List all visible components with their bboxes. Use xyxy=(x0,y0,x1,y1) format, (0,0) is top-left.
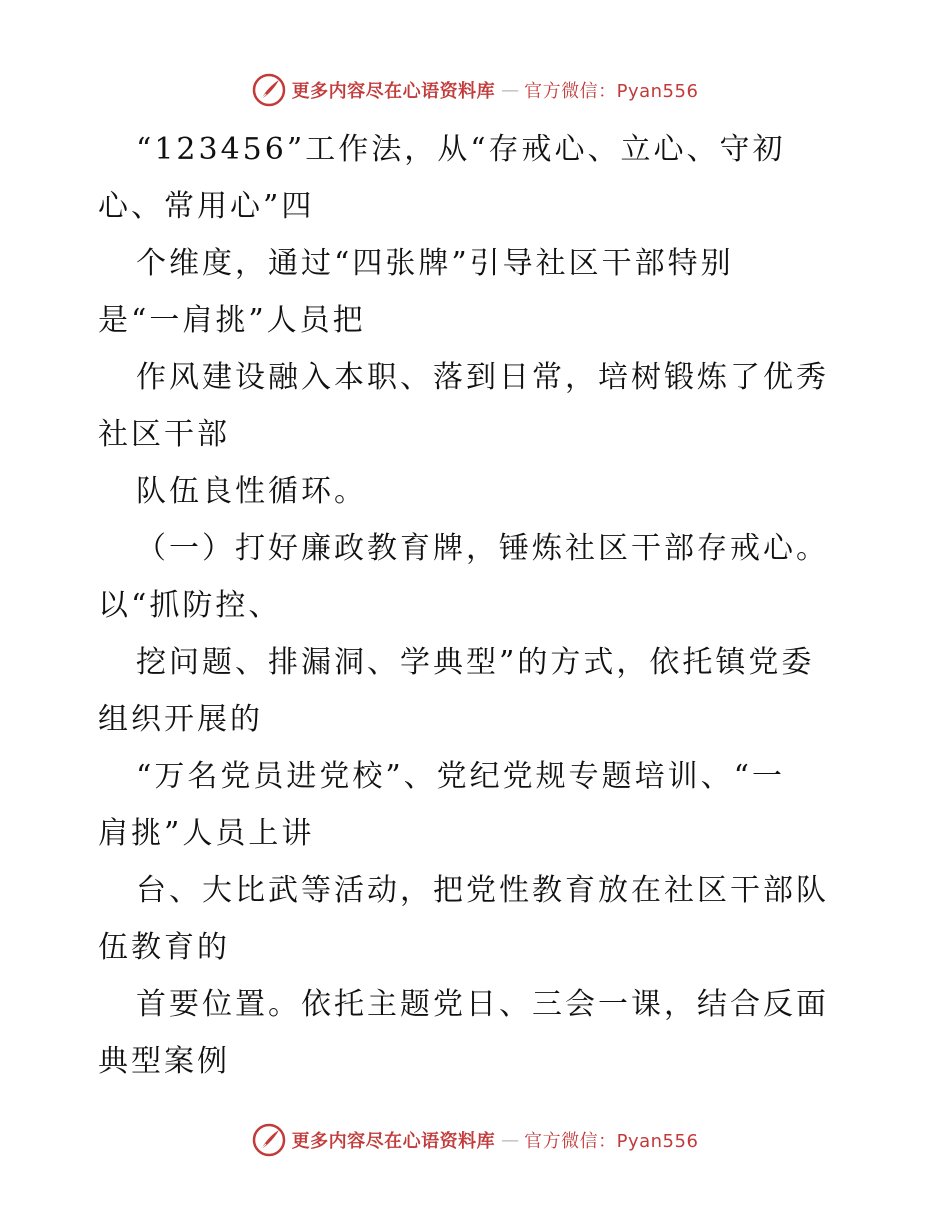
text-line: 挖问题、排漏洞、学典型”的方式，依托镇党委 xyxy=(136,645,815,680)
text-line: 肩挑”人员上讲 xyxy=(98,816,315,851)
document-body xyxy=(0,120,950,1110)
text-line: 队伍良性循环。 xyxy=(136,474,367,509)
feather-pen-logo-icon xyxy=(252,1123,286,1157)
header-banner xyxy=(0,70,950,110)
banner-separator: — xyxy=(501,1129,519,1151)
text-line: 典型案例 xyxy=(98,1044,230,1079)
feather-pen-logo-icon xyxy=(252,73,286,107)
text-line: 是“一肩挑”人员把 xyxy=(98,303,366,338)
banner-slogan: 更多内容尽在心语资料库 xyxy=(291,1131,496,1152)
banner-wechat-id: 官方微信：Pyan556 xyxy=(524,81,699,102)
text-line: 作风建设融入本职、落到日常，培树锻炼了优秀 xyxy=(136,360,829,395)
text-line: 台、大比武等活动，把党性教育放在社区干部队 xyxy=(136,873,829,908)
footer-banner xyxy=(0,1120,950,1160)
text-line: 心、常用心”四 xyxy=(98,189,315,224)
banner-wechat-id: 官方微信：Pyan556 xyxy=(524,1131,699,1152)
text-line: 组织开展的 xyxy=(98,702,263,737)
text-line: 以“抓防控、 xyxy=(98,588,282,623)
text-line: “123456”工作法，从“存戒心、立心、守初 xyxy=(136,132,786,167)
text-line: 伍教育的 xyxy=(98,930,230,965)
banner-separator: — xyxy=(501,79,519,101)
banner-slogan: 更多内容尽在心语资料库 xyxy=(291,81,496,102)
text-line: 首要位置。依托主题党日、三会一课，结合反面 xyxy=(136,987,829,1022)
text-line: 社区干部 xyxy=(98,417,230,452)
text-line: 个维度，通过“四张牌”引导社区干部特别 xyxy=(136,246,734,281)
text-line: （一）打好廉政教育牌，锤炼社区干部存戒心。 xyxy=(136,531,829,566)
text-line: “万名党员进党校”、党纪党规专题培训、“一 xyxy=(136,759,786,794)
